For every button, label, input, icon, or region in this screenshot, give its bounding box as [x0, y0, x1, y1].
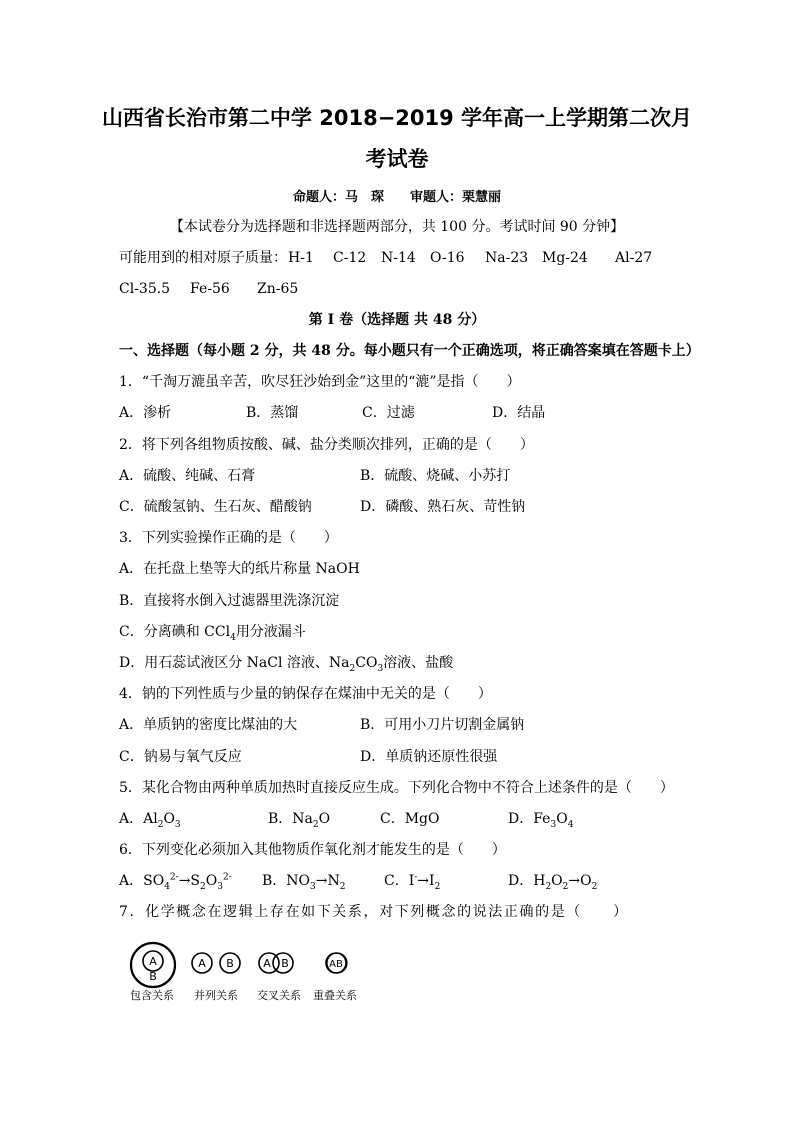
- letter-a: A: [263, 957, 271, 970]
- intersection-diagram: [259, 953, 293, 973]
- q4-option-d: D．单质钠还原性很强: [360, 749, 498, 765]
- q6-option-d: D．$H_2O_2\to O_2$: [508, 873, 598, 892]
- overlap-label: 重叠关系: [313, 989, 357, 1002]
- atomic-mass-item: Al-27: [615, 250, 653, 266]
- inclusion-diagram: [131, 943, 175, 987]
- atomic-mass-item: N-14: [381, 250, 416, 266]
- q2-option-b: B．硫酸、烧碱、小苏打: [360, 468, 511, 484]
- exam-title-line1: 山西省长治市第二中学 2018−2019 学年高一上学期第二次月: [101, 106, 693, 130]
- q3-option-a: A．在托盘上垫等大的纸片称量 NaOH: [119, 561, 360, 577]
- q6-option-c: C．$I^-\to I_2$: [384, 872, 441, 892]
- atomic-mass-item: Na-23: [485, 250, 529, 266]
- part-heading: 一、选择题（每小题 2 分，共 48 分。每小题只有一个正确选项，将正确答案填在答题卡上）: [119, 343, 700, 359]
- atomic-mass-label: 可能用到的相对原子质量：: [119, 250, 287, 266]
- parallel-label: 并列关系: [194, 989, 238, 1002]
- overlap-diagram: [326, 953, 347, 973]
- q5-option-c: C．MgO: [380, 811, 440, 827]
- q1-option-b: B．蒸馏: [246, 405, 299, 421]
- letter-b: B: [226, 957, 234, 970]
- question-5-stem: 5．某化合物由两种单质加热时直接反应生成。下列化合物中不符合上述条件的是（ ）: [119, 780, 674, 796]
- question-4-stem: 4．钠的下列性质与少量的钠保存在煤油中无关的是（ ）: [119, 686, 492, 702]
- q4-option-b: B．可用小刀片切割金属钠: [360, 717, 525, 733]
- letter-a: A: [149, 955, 157, 968]
- section-title: 第 I 卷（选择题 共 48 分）: [308, 312, 486, 328]
- letter-b: B: [149, 970, 157, 983]
- q3-option-d: D．用石蕊试液区分 NaCl 溶液、$Na_2CO_3$溶液、盐酸: [119, 655, 454, 674]
- q3-option-c: C．分离碘和 CCl$_4$用分液漏斗: [119, 624, 306, 643]
- question-3-stem: 3．下列实验操作正确的是（ ）: [119, 530, 338, 546]
- q5-option-b: B．$Na_2O$: [268, 811, 331, 830]
- q2-option-a: A．硫酸、纯碱、石膏: [119, 468, 256, 484]
- q5-option-d: D．$Fe_3O_4$: [508, 811, 574, 830]
- q1-option-a: A．渗析: [119, 405, 172, 421]
- question-7-stem: 7．化学概念在逻辑上存在如下关系，对下列概念的说法正确的是（ ）: [119, 904, 629, 920]
- q6-option-b: B．$NO_3\to N_2$: [262, 873, 346, 892]
- letters-ab: AB: [329, 959, 343, 970]
- q4-option-c: C．钠易与氧气反应: [119, 749, 242, 765]
- atomic-mass-item: Fe-56: [190, 281, 230, 297]
- q2-option-c: C．硫酸氢钠、生石灰、醋酸钠: [119, 499, 312, 515]
- atomic-mass-item: Mg-24: [542, 250, 588, 266]
- atomic-mass-item: Zn-65: [257, 281, 299, 297]
- atomic-mass-item: Cl-35.5: [119, 281, 171, 297]
- inclusion-label: 包含关系: [130, 989, 174, 1002]
- question-6-stem: 6．下列变化必须加入其他物质作氧化剂才能发生的是（ ）: [119, 842, 506, 858]
- q6-option-a: A．$SO_4^{2-}\to S_2O_3^{2-}$: [119, 872, 232, 892]
- q1-option-d: D．结晶: [492, 405, 546, 421]
- exam-notice: 【本试卷分为选择题和非选择题两部分，共 100 分。考试时间 90 分钟】: [169, 219, 625, 235]
- atomic-mass-item: H-1: [288, 250, 314, 266]
- q5-option-a: A．$Al_2O_3$: [119, 811, 181, 830]
- atomic-mass-item: C-12: [333, 250, 367, 266]
- q2-option-d: D．磷酸、熟石灰、苛性钠: [360, 499, 526, 515]
- question-2-stem: 2．将下列各组物质按酸、碱、盐分类顺次排列，正确的是（ ）: [119, 437, 534, 453]
- exam-title-line2: 考试卷: [365, 147, 429, 171]
- letter-b: B: [281, 957, 289, 970]
- q1-option-c: C．过滤: [362, 405, 415, 421]
- atomic-mass-item: O-16: [430, 250, 465, 266]
- authors: 命题人：马 琛 审题人：栗慧丽: [292, 190, 501, 205]
- question-1-stem: 1．“千淘万漉虽辛苦，吹尽狂沙始到金”这里的“漉”是指（ ）: [119, 374, 521, 390]
- q3-option-b: B．直接将水倒入过滤器里洗涤沉淀: [119, 593, 340, 609]
- q4-option-a: A．单质钠的密度比煤油的大: [119, 717, 298, 733]
- parallel-diagram: [192, 953, 240, 973]
- letter-a: A: [198, 957, 206, 970]
- intersection-label: 交叉关系: [257, 989, 301, 1002]
